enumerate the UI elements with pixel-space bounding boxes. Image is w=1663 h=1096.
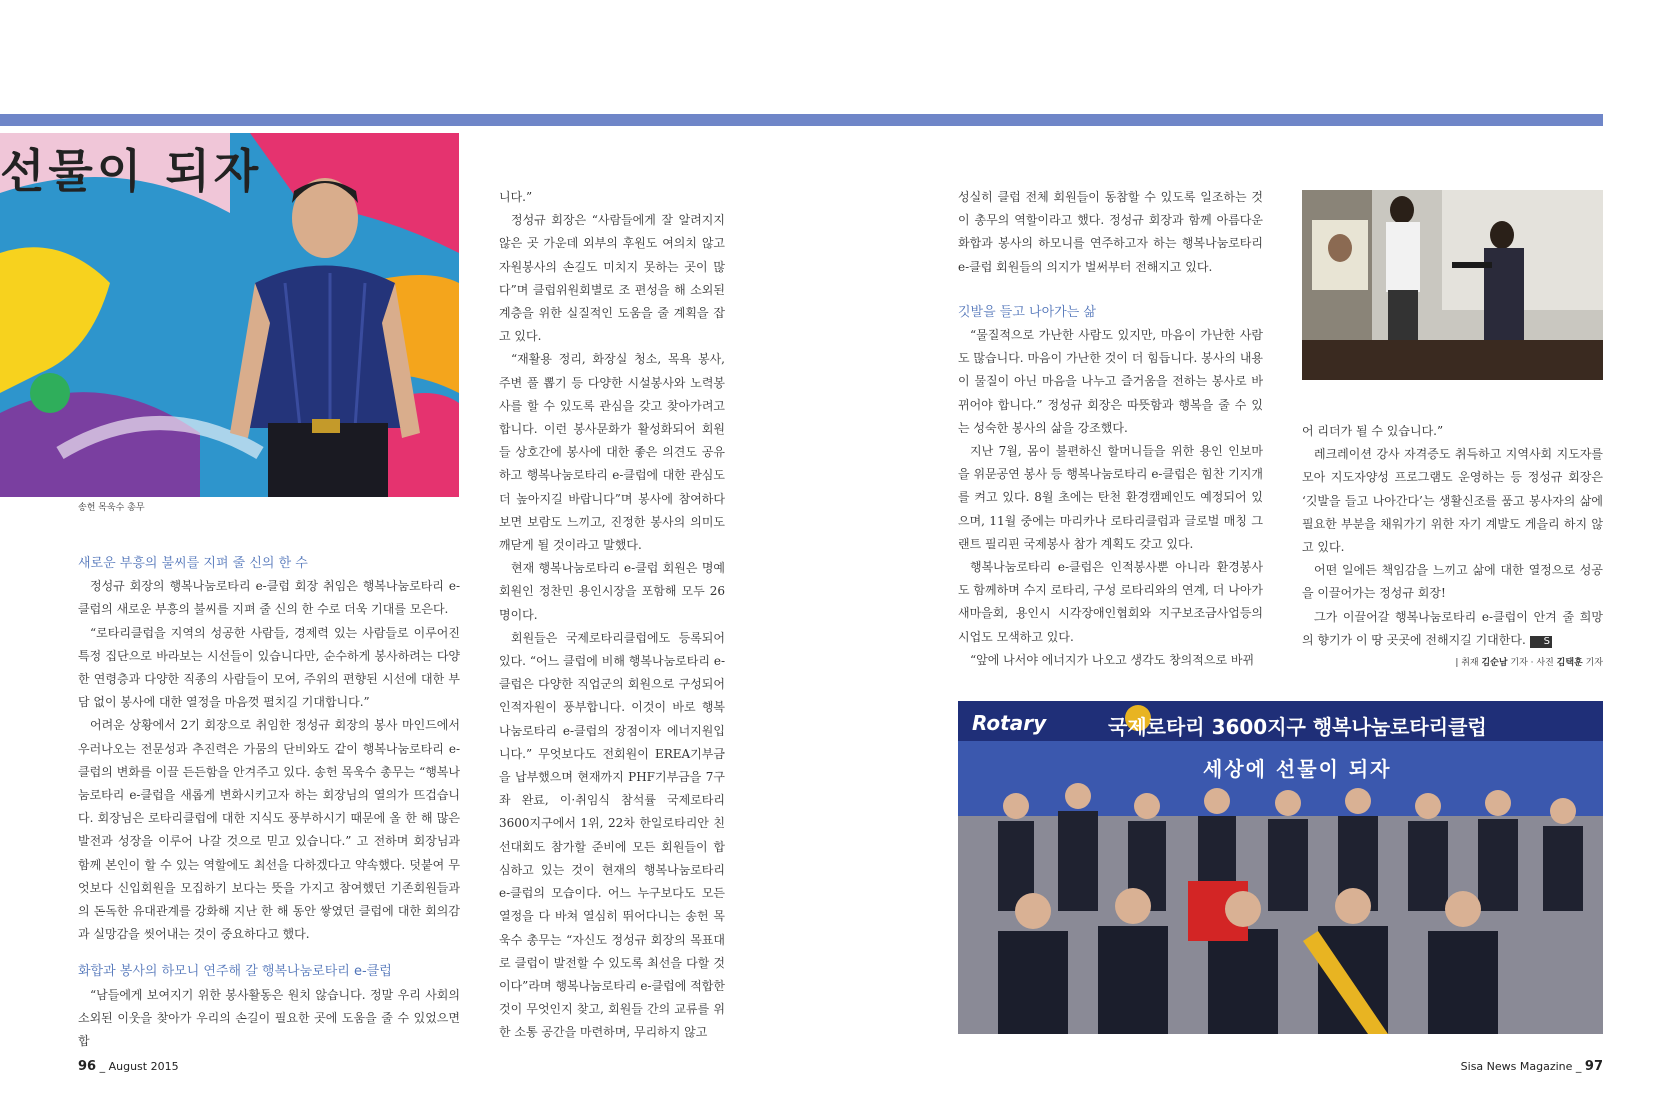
page-number-left: 96 — [78, 1059, 97, 1074]
end-mark-icon: S — [1530, 636, 1552, 648]
hero-title: 선물이 되자 — [0, 144, 263, 198]
paragraph: 어 리더가 될 수 있습니다.” — [1302, 424, 1444, 438]
rotary-banner — [958, 707, 1603, 737]
byline — [1302, 655, 1603, 668]
page-number-right: 97 — [1584, 1059, 1603, 1074]
article-column-2 — [499, 186, 725, 1045]
paragraph: “앞에 나서야 에너지가 나오고 생각도 창의적으로 바뀌 — [970, 652, 1255, 667]
group-photo — [958, 701, 1603, 1034]
subhead-flag-life: 깃발을 들고 나아가는 삶 — [958, 304, 1096, 320]
paragraph: 행복나눔로타리 e-클럽은 인적봉사뿐 아니라 환경봉사도 함께하며 수지 로타리, 구성 로타리와의 연계, 더 나아가 새마을회, 용인시 시각장애인협회와 지구보조금사업등의 시업도 모색하고 있다. — [958, 560, 1263, 644]
banner-slogan: 세상에 선물이 되자 — [1203, 757, 1392, 781]
byline-suffix: 기자 — [1582, 658, 1603, 668]
folio-left — [78, 1059, 179, 1074]
article-column-4 — [1302, 420, 1603, 652]
hero-caption: 송헌 목욱수 총무 — [78, 503, 145, 513]
article-column-1 — [78, 552, 460, 1053]
hero-photo — [0, 133, 459, 497]
article-column-3 — [958, 186, 1263, 672]
byline-prefix: | 취재 — [1455, 658, 1482, 668]
header-color-bar — [0, 114, 1603, 126]
ceremony-photo — [1302, 190, 1603, 380]
byline-mid: 기자 · 사진 — [1507, 658, 1557, 668]
paragraph: 어려운 상황에서 2기 회장으로 취임한 정성규 회장의 봉사 마인드에서 우러나오는 전문성과 추진력은 가뭄의 단비와도 같이 행복나눔로타리 e-클럽의 변화를 이끌 든든함을 안겨주고 있다. 송헌 목욱수 총무는 “행복나눔로타리 e-클럽을 새롭게 변화시키고자 하는 회장님의 열의가 뜨겁습니다. 회장님은 로타리클럽에 대한 지식도 풍부하시기 때문에 올 한 해 많은 발전과 성장을 이루어 나갈 것으로 믿고 있습니다.” 고 전하며 회장님과 함께 본인이 할 수 있는 역할에도 최선을 다하겠다고 약속했다. 덧붙여 무엇보다 신입회원을 모집하기 보다는 뜻을 가지고 참여했던 기존회원들과의 돈독한 유대관계를 강화해 지난 한 해 동안 쌓였던 클럽에 대한 회의감과 실망감을 씻어내는 것이 중요하다고 했다. — [78, 718, 460, 942]
paragraph-text: 그가 이끌어갈 행복나눔로타리 e-클럽이 안겨 줄 희망의 향기가 이 땅 곳곳에 전해지길 기대한다. — [1302, 609, 1603, 647]
reporter-name: 김순남 — [1481, 658, 1508, 668]
folio-right-text: Sisa News Magazine _ — [1460, 1060, 1585, 1073]
paragraph: 니다.” — [499, 190, 533, 204]
paragraph: “물질적으로 가난한 사람도 있지만, 마음이 가난한 사람도 많습니다. 마음이 가난한 것이 더 힘듭니다. 봉사의 내용이 물질이 아닌 마음을 나누고 즐거움을 전하는 봉사로 바뀌어야 합니다.” 정성규 회장은 따뜻함과 행복을 줄 수 있는 성숙한 봉사의 삶을 강조했다. — [958, 328, 1263, 435]
folio-left-text: _ August 2015 — [99, 1060, 179, 1073]
paragraph: “로타리클럽을 지역의 성공한 사람들, 경제력 있는 사람들로 이루어진 특정 집단으로 바라보는 시선들이 있습니다만, 순수하게 봉사하려는 다양한 연령층과 다양한 직종의 사람들이 모여, 주위의 편향된 시선에 대한 부담 없이 봉사에 대한 열정을 마음껏 펼치길 기대합니다.” — [78, 625, 460, 710]
paragraph: 레크레이션 강사 자격증도 취득하고 지역사회 지도자를 모아 지도자양성 프로그램도 운영하는 등 정성규 회장은 ‘깃발을 들고 나아간다’는 생활신조를 품고 봉사자의 삶에 필요한 부분을 채워가기 위한 자기 계발도 게을리 하지 않고 있다. — [1302, 447, 1603, 555]
paragraph: 지난 7월, 몸이 불편하신 할머니들을 위한 용인 인보마을 위문공연 봉사 등 행복나눔로타리 e-클럽은 힘찬 기지개를 켜고 있다. 8월 초에는 탄천 환경캠페인도 예정되어 있으며, 11월 중에는 마리카나 로타리클럽과 글로벌 매칭 그랜트 필리핀 국제봉사 참가 계획도 갖고 있다. — [958, 444, 1263, 551]
paragraph — [1302, 606, 1603, 652]
ceremony-photo-image — [1302, 190, 1603, 380]
paragraph: 성실히 클럽 전체 회원들이 동참할 수 있도록 일조하는 것이 총무의 역할이라고 했다. 정성규 회장과 함께 아름다운 화합과 봉사의 하모니를 연주하고자 하는 행복나눔로타리 e-클럽 회원들의 의지가 벌써부터 전해지고 있다. — [958, 190, 1263, 274]
subhead-new-revival: 새로운 부흥의 불씨를 지펴 줄 신의 한 수 — [78, 556, 308, 571]
paragraph: 현재 행복나눔로타리 e-클럽 회원은 명예회원인 정찬민 용인시장을 포함해 모두 26명이다. — [499, 561, 725, 622]
folio-right — [1452, 1059, 1603, 1074]
paragraph: 정성규 회장의 행복나눔로타리 e-클럽 회장 취임은 행복나눔로타리 e-클럽의 새로운 부흥의 불씨를 지펴 줄 신의 한 수로 더욱 기대를 모은다. — [78, 579, 460, 617]
subhead-harmony: 화합과 봉사의 하모니 연주해 갈 행복나눔로타리 e-클럽 — [78, 964, 392, 980]
group-photo-image — [958, 701, 1603, 1034]
rotary-logo-text: Rotary — [972, 711, 1047, 735]
club-name: 국제로타리 3600지구 행복나눔로타리클럽 — [1108, 715, 1487, 739]
paragraph: “남들에게 보여지기 위한 봉사활동은 원치 않습니다. 정말 우리 사회의 소외된 이웃을 찾아가 우리의 손길이 필요한 곳에 도움을 줄 수 있었으면 합 — [78, 987, 460, 1049]
paragraph: 정성규 회장은 “사람들에게 잘 알려지지 않은 곳 가운데 외부의 후원도 여의치 않고 자원봉사의 손길도 미치지 못하는 곳이 많다”며 클럽위원회별로 조 편성을 해 소외된 계층을 위한 실질적인 도움을 줄 계획을 잡고 있다. — [499, 213, 725, 344]
paragraph: “재활용 정리, 화장실 청소, 목욕 봉사, 주변 풀 뽑기 등 다양한 시설봉사와 노력봉사를 할 수 있도록 관심을 갖고 찾아가려고 합니다. 이런 봉사문화가 활성화되어 회원들 상호간에 봉사에 대한 좋은 의견도 공유하고 행복나눔로타리 e-클럽에 대한 관심도 더 높아지길 바랍니다”며 봉사에 참여하다 보면 보람도 느끼고, 진정한 봉사의 의미도 깨닫게 될 것이라고 말했다. — [499, 352, 725, 553]
photographer-name: 김택훈 — [1556, 658, 1583, 668]
paragraph: 어떤 일에든 책임감을 느끼고 삶에 대한 열정으로 성공을 이끌어가는 정성규 회장! — [1302, 563, 1603, 601]
paragraph: 회원들은 국제로타리클럽에도 등록되어 있다. “어느 클럽에 비해 행복나눔로타리 e-클럽은 다양한 직업군의 회원으로 구성되어 인적자원이 풍부합니다. 이것이 바로 행복나눔로타리 e-클럽의 장점이자 에너지원입니다.” 무엇보다도 전회원이 EREA기부금을 납부했으며 현재까지 PHF기부금을 7구좌 완료, 이·취임식 참석률 국제로타리 3600지구에서 1위, 22차 한일로타리안 친선대회도 참가할 준비에 모든 회원들이 합심하고 있는 것이 현재의 행복나눔로타리 e-클럽의 모습이다. 어느 누구보다도 모든 열정을 다 바쳐 열심히 뛰어다니는 송헌 목욱수 총무는 “자신도 정성규 회장의 목표대로 클럽이 발전할 수 있도록 최선을 다할 것이다”라며 행복나눔로타리 e-클럽에 적합한 것이 무엇인지 찾고, 회원들 간의 교류를 위한 소통 공간을 마련하며, 무리하지 않고 — [499, 630, 725, 1040]
